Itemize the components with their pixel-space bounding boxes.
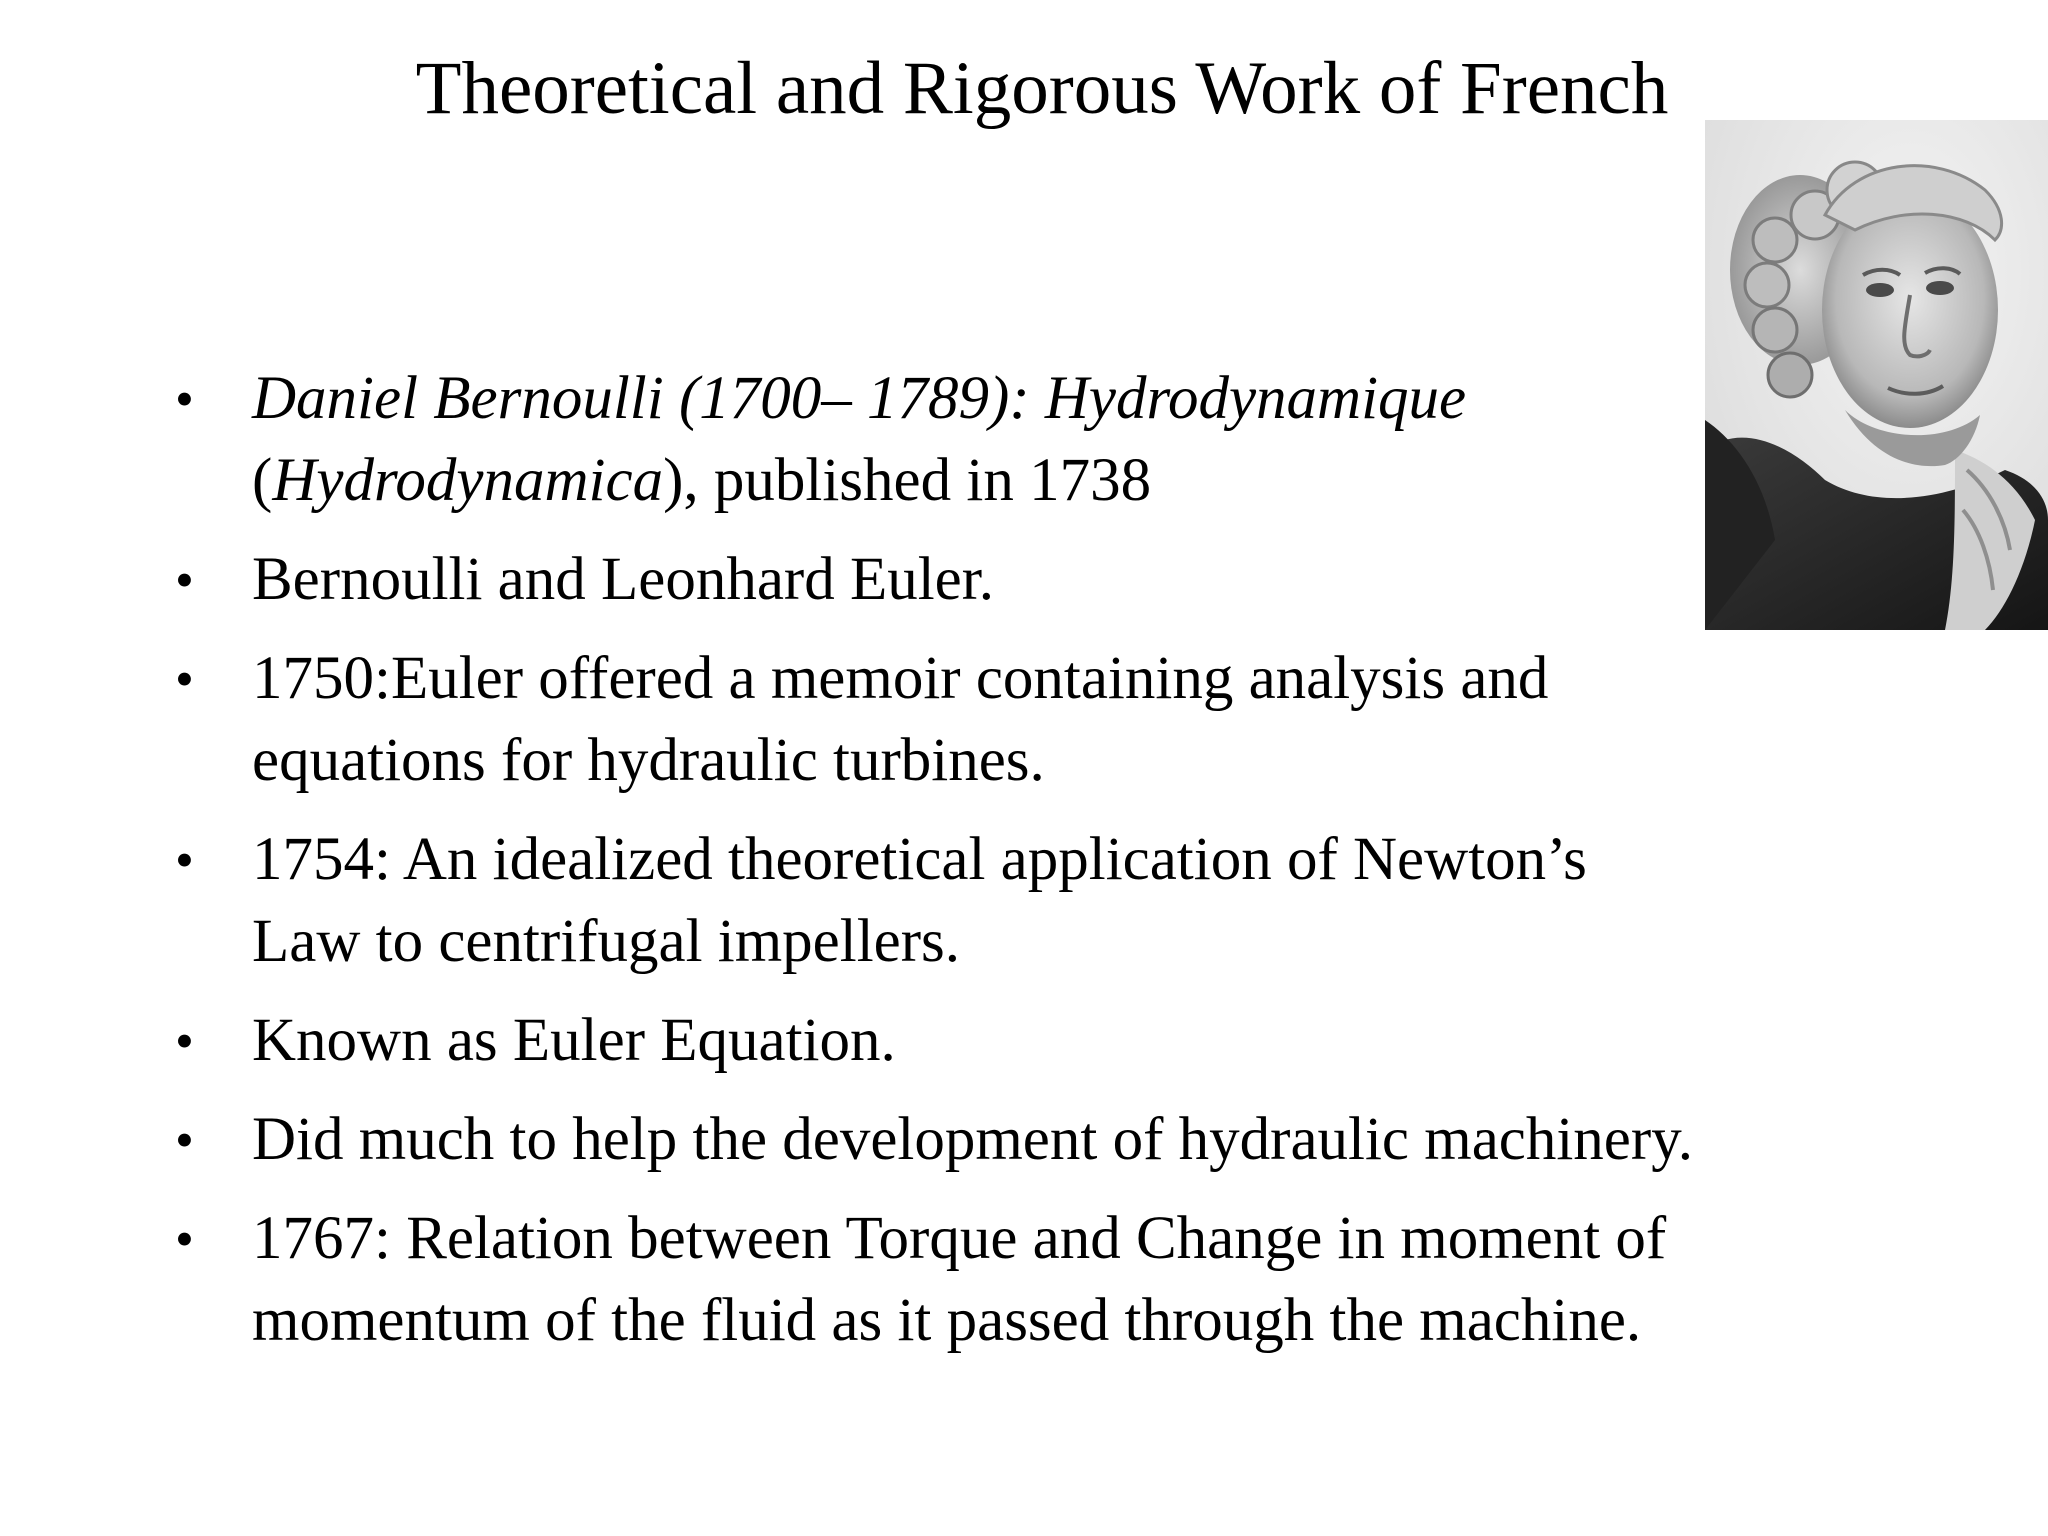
bullet-line: 1767: Relation between Torque and Change in moment of <box>252 1205 1667 1272</box>
bullet-line: 1750:Euler offered a memoir containing analysis and <box>252 645 1549 712</box>
bullet-glyph: • <box>175 550 194 610</box>
bullet-glyph: • <box>175 369 194 429</box>
bullet-line: Did much to help the development of hydraulic machinery. <box>252 1106 1693 1173</box>
bullet-item <box>0 1000 2048 1082</box>
bullet-line-paren: ( <box>252 447 273 514</box>
bullet-line: Known as Euler Equation. <box>252 1007 896 1074</box>
bullet-glyph: • <box>175 1209 194 1269</box>
bullet-line: equations for hydraulic turbines. <box>252 727 1045 794</box>
bullet-line-italic: Hydrodynamica <box>272 447 664 514</box>
bullet-line: Bernoulli and Leonhard Euler. <box>252 546 994 613</box>
bullet-line: 1754: An idealized theoretical application of Newton’s <box>252 826 1587 893</box>
bullet-glyph: • <box>175 830 194 890</box>
bullet-line <box>252 440 2048 522</box>
bullet-item <box>0 819 2048 983</box>
bullet-item <box>0 358 2048 522</box>
bullet-item <box>0 638 2048 802</box>
bullet-glyph: • <box>175 649 194 709</box>
bullet-line: Law to centrifugal impellers. <box>252 908 961 975</box>
bullet-item <box>0 1198 2048 1362</box>
bullet-line-rest: ), published in 1738 <box>663 447 1152 514</box>
bullet-line: Daniel Bernoulli (1700– 1789): Hydrodynamique <box>252 365 1467 432</box>
bullet-line: momentum of the fluid as it passed through the machine. <box>252 1287 1642 1354</box>
bullet-glyph: • <box>175 1011 194 1071</box>
slide-title: Theoretical and Rigorous Work of French <box>415 47 1669 130</box>
bullet-list <box>0 358 2048 1379</box>
bullet-item <box>0 1099 2048 1181</box>
bullet-glyph: • <box>175 1110 194 1170</box>
bullet-item <box>0 539 2048 621</box>
